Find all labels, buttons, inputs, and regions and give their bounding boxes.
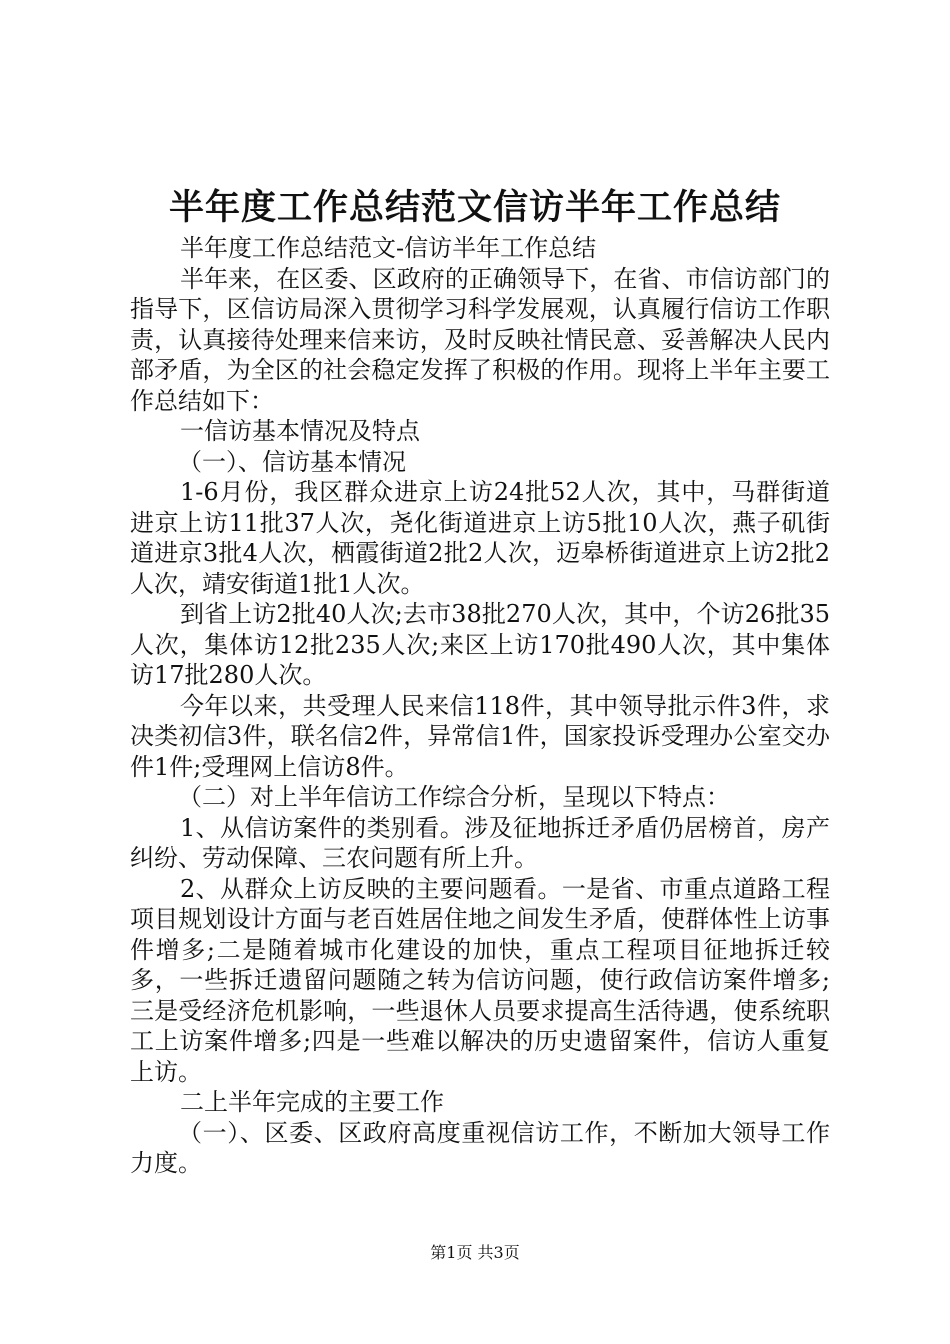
section-heading-1: 一信访基本情况及特点 [180, 417, 420, 445]
subsection-heading-1-1: （一）、信访基本情况 [178, 447, 406, 476]
paragraph-intro: 半年来，在区委、区政府的正确领导下，在省、市信访部门的指导下，区信访局深入贯彻学习科学发展观，认真履行信访工作职责，认真接待处理来信来访，及时反映社情民意、妥善解决人民内部矛盾，为全区的社会稳定发挥了积极的作用。现将上半年主要工作总结如下： [130, 264, 830, 415]
document-body [130, 233, 830, 1179]
paragraph-provincial-visits: 到省上访2批40人次;去市38批270人次，其中，个访26批35人次，集体访12批235人次;来区上访170批490人次，其中集体访17批280人次。 [130, 600, 830, 689]
paragraph-letters: 今年以来，共受理人民来信118件，其中领导批示件3件，求决类初信3件，联名信2件，异常信1件，国家投诉受理办公室交办件1件;受理网上信访8件。 [130, 691, 830, 781]
paragraph-subtitle: 半年度工作总结范文-信访半年工作总结 [180, 234, 597, 262]
paragraph-point-2: 2、从群众上访反映的主要问题看。一是省、市重点道路工程项目规划设计方面与老百姓居住地之间发生矛盾，使群体性上访事件增多;二是随着城市化建设的加快，重点工程项目征地拆迁较多，一些拆迁遗留问题随之转为信访问题，使行政信访案件增多;三是受经济危机影响，一些退休人员要求提高生活待遇，使系统职工上访案件增多;四是一些难以解决的历史遗留案件，信访人重复上访。 [130, 874, 830, 1086]
page-footer: 第1页 共3页 [430, 1243, 520, 1262]
document-title: 半年度工作总结范文信访半年工作总结 [168, 187, 781, 228]
paragraph-point-1: 1、从信访案件的类别看。涉及征地拆迁矛盾仍居榜首，房产纠纷、劳动保障、三农问题有所上升。 [130, 813, 830, 872]
paragraph-beijing-visits: 1-6月份，我区群众进京上访24批52人次，其中，马群街道进京上访11批37人次，尧化街道进京上访5批10人次，燕子矶街道进京3批4人次，栖霞街道2批2人次，迈皋桥街道进京上访2批2人次，靖安街道1批1人次。 [130, 478, 830, 598]
subsection-heading-1-2: （二）对上半年信访工作综合分析，呈现以下特点： [178, 783, 730, 811]
section-heading-2: 二上半年完成的主要工作 [180, 1088, 444, 1116]
subsection-heading-2-1: （一）、区委、区政府高度重视信访工作，不断加大领导工作力度。 [130, 1118, 830, 1177]
